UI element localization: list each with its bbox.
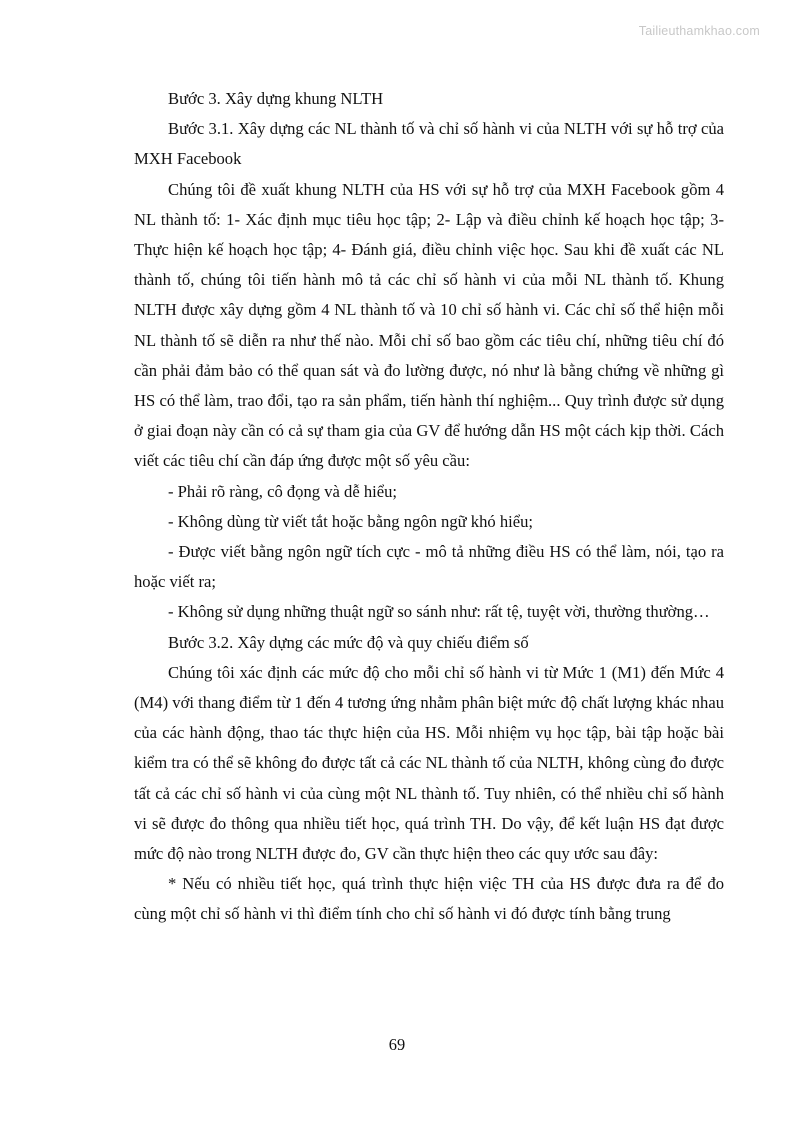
page-body xyxy=(134,84,724,930)
paragraph-body-1: Chúng tôi đề xuất khung NLTH của HS với sự hỗ trợ của MXH Facebook gồm 4 NL thành tố: 1- Xác định mục tiêu học tập; 2- Lập và điều chỉnh kế hoạch học tập; 3- Thực hiện kế hoạch học tập; 4- Đánh giá, điều chỉnh việc học. Sau khi đề xuất các NL thành tố, chúng tôi tiến hành mô tả các chỉ số hành vi của mỗi NL thành tố. Khung NLTH được xây dựng gồm 4 NL thành tố và 10 chỉ số hành vi. Các chỉ số thể hiện mỗi NL thành tố sẽ diễn ra như thế nào. Mỗi chỉ số bao gồm các tiêu chí, những tiêu chí đó cần phải đảm bảo có thể quan sát và đo lường được, nó như là bằng chứng về những gì HS có thể làm, trao đổi, tạo ra sản phẩm, tiến hành thí nghiệm... Quy trình được sử dụng ở giai đoạn này cần có cả sự tham gia của GV để hướng dẫn HS một cách kịp thời. Cách viết các tiêu chí cần đáp ứng được một số yêu cầu: xyxy=(134,179,724,471)
list-item-requirement-4: - Không sử dụng những thuật ngữ so sánh như: rất tệ, tuyệt vời, thường thường… xyxy=(168,602,710,622)
page-number: 69 xyxy=(388,1035,406,1054)
paragraph-heading-step3: Bước 3. Xây dựng khung NLTH xyxy=(168,89,384,108)
paragraph-heading-step3-2: Bước 3.2. Xây dựng các mức độ và quy chiếu điểm số xyxy=(168,632,529,652)
list-item-requirement-1: - Phải rõ ràng, cô đọng và dễ hiểu; xyxy=(168,481,398,501)
paragraph-body-3: * Nếu có nhiều tiết học, quá trình thực hiện việc TH của HS được đưa ra để đo cùng một chỉ số hành vi thì điểm tính cho chỉ số hành vi đó được tính bằng trung xyxy=(134,874,724,924)
list-item-requirement-3: - Được viết bằng ngôn ngữ tích cực - mô tả những điều HS có thể làm, nói, tạo ra hoặc viết ra; xyxy=(134,542,724,592)
watermark-text: Tailieuthamkhao.com xyxy=(638,24,760,38)
paragraph-body-2: Chúng tôi xác định các mức độ cho mỗi chỉ số hành vi từ Mức 1 (M1) đến Mức 4 (M4) với thang điểm từ 1 đến 4 tương ứng nhằm phân biệt mức độ chất lượng khác nhau của các hành động, thao tác thực hiện của HS. Mỗi nhiệm vụ học tập, bài tập hoặc bài kiểm tra có thể sẽ không đo được tất cả các NL thành tố của NLTH, không cùng đo được tất cả các chỉ số hành vi của cùng một NL thành tố. Tuy nhiên, có thể nhiều chỉ số hành vi sẽ được đo thông qua nhiều tiết học, quá trình TH. Do vậy, để kết luận HS đạt được mức độ nào trong NLTH được đo, GV cần thực hiện theo các quy ước sau đây: xyxy=(134,662,724,864)
paragraph-heading-step3-1: Bước 3.1. Xây dựng các NL thành tố và chỉ số hành vi của NLTH với sự hỗ trợ của MXH Facebook xyxy=(134,119,724,169)
list-item-requirement-2: - Không dùng từ viết tắt hoặc bằng ngôn ngữ khó hiểu; xyxy=(168,511,534,531)
